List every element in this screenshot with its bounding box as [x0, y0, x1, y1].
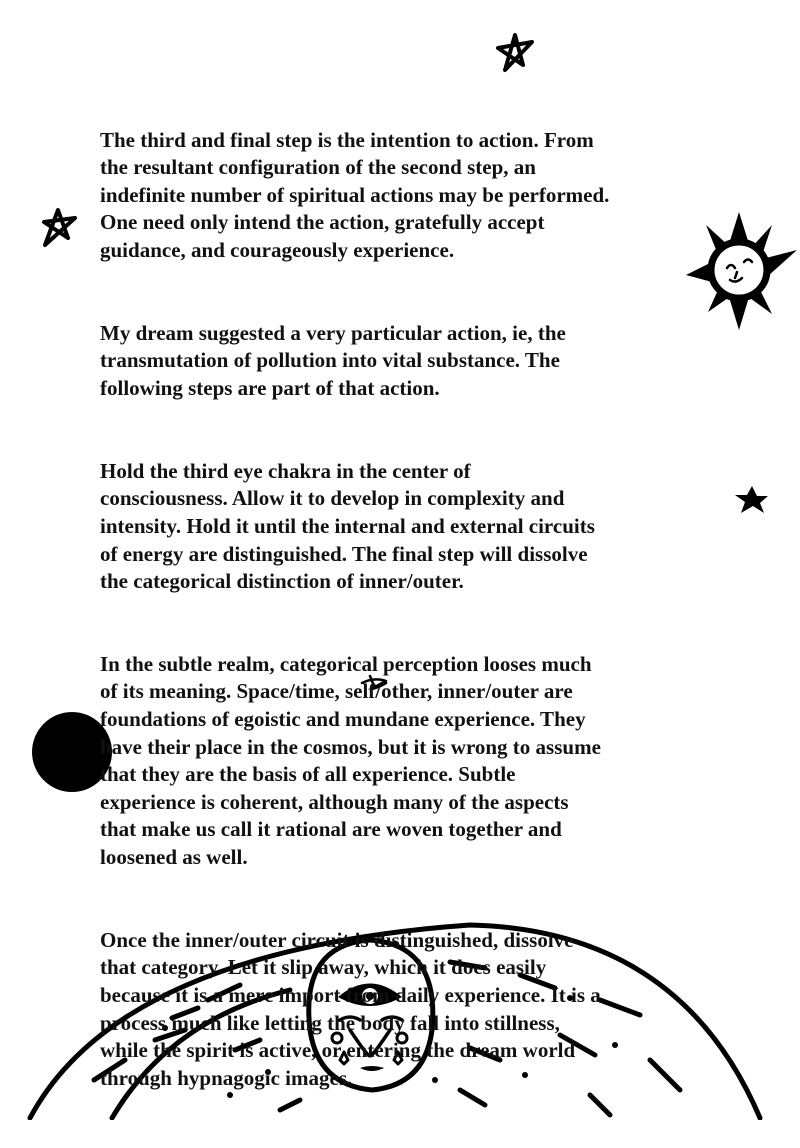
- star-doodle-icon: [498, 35, 532, 70]
- star-doodle-icon: [44, 210, 75, 245]
- small-star-icon: [735, 486, 768, 513]
- paragraph-dream-action: My dream suggested a very particular action, ie, the transmutation of pollution into vital substance. The following steps are part of that action.: [100, 320, 566, 400]
- sun-face-icon: [686, 212, 797, 330]
- paragraph-dissolve-category: Once the inner/outer circuit is distinguished, dissolve that category. Let it slip away, which it does easily because it is a mere import from daily experience. It is a process much like letting the body fall into stillness, while the spirit is active, or entering the dream world through hypnagogic images.: [100, 927, 601, 1090]
- paragraph-third-eye: Hold the third eye chakra in the center of consciousness. Allow it to develop in complexity and intensity. Hold it until the internal and external circuits of energy are distinguished. The final step will dissolve the categorical distinction of inner/outer.: [100, 458, 595, 594]
- body-text: [100, 99, 700, 1148]
- paragraph-intention: The third and final step is the intention to action. From the resultant configuration of the second step, an indefinite number of spiritual actions may be performed. One need only intend the action, gratefully accept guidance, and courageously experience.: [100, 127, 610, 262]
- paragraph-subtle-realm: In the subtle realm, categorical perception looses much of its meaning. Space/time, self/other, inner/outer are foundations of egoistic and mundane experience. They have their place in the cosmos, but it is wrong to assume that they are the basis of all experience. Subtle experience is coherent, although many of the aspects that make us call it rational are woven together and loosened as well.: [100, 651, 601, 870]
